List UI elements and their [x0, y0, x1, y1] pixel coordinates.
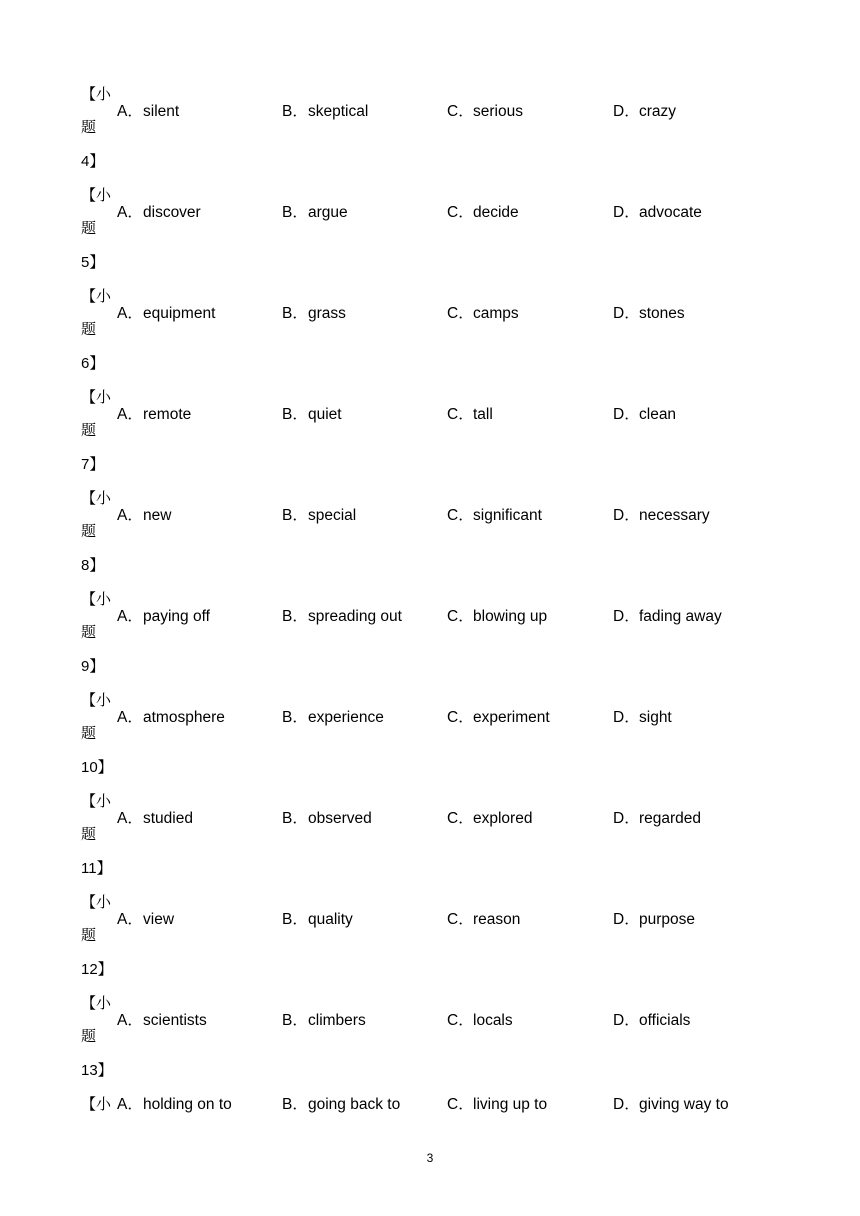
- question-item: [81, 791, 781, 892]
- question-label-ti: 题: [81, 220, 97, 237]
- option-c: [447, 608, 547, 626]
- option-text: sight: [639, 709, 672, 726]
- option-b: B．going back to: [282, 1096, 401, 1113]
- option-key: B．: [282, 1012, 308, 1029]
- question-label-ti: 题: [81, 826, 97, 843]
- option-text: special: [308, 507, 357, 524]
- question-item: [81, 589, 781, 690]
- question-item: [81, 488, 781, 589]
- question-item-last: [81, 1096, 781, 1116]
- option-text: explored: [473, 810, 533, 827]
- option-text: studied: [143, 810, 193, 827]
- option-key: B．: [282, 709, 308, 726]
- option-b: [282, 709, 384, 727]
- option-key: A．: [117, 810, 143, 827]
- option-text: blowing up: [473, 608, 548, 625]
- option-text: scientists: [143, 1012, 207, 1029]
- option-key: D．: [613, 406, 640, 423]
- option-text: tall: [473, 406, 493, 423]
- option-d: [613, 507, 710, 525]
- option-key: D．: [613, 810, 640, 827]
- option-text: crazy: [639, 103, 677, 120]
- question-number: 6】: [81, 355, 105, 372]
- option-c: [447, 204, 519, 222]
- option-key: D．: [613, 507, 640, 524]
- option-c: [447, 1012, 513, 1030]
- option-text: decide: [473, 204, 519, 221]
- option-text: necessary: [639, 507, 710, 524]
- question-item: [81, 286, 781, 387]
- option-a: [117, 1012, 207, 1030]
- question-label-open: 【小: [81, 894, 112, 911]
- option-text: remote: [143, 406, 192, 423]
- question-number: 5】: [81, 254, 105, 271]
- option-text: argue: [308, 204, 348, 221]
- option-b: [282, 911, 353, 929]
- question-label-ti: 题: [81, 119, 97, 136]
- option-key: A．: [117, 204, 143, 221]
- option-d: [613, 1012, 690, 1030]
- option-key: C．: [447, 507, 474, 524]
- option-c: [447, 507, 542, 525]
- question-label: 【小: [81, 1096, 112, 1113]
- option-d: [613, 204, 702, 222]
- option-key: D．: [613, 103, 640, 120]
- option-text: experience: [308, 709, 384, 726]
- option-c: [447, 103, 523, 121]
- option-key: B．: [282, 507, 308, 524]
- option-a: [117, 204, 201, 222]
- option-text: spreading out: [308, 608, 402, 625]
- option-text: atmosphere: [143, 709, 225, 726]
- option-key: B．: [282, 608, 308, 625]
- option-key: C．: [447, 911, 474, 928]
- option-key: A．: [117, 406, 143, 423]
- option-key: A．: [117, 305, 143, 322]
- option-key: B．: [282, 810, 308, 827]
- option-text: skeptical: [308, 103, 369, 120]
- option-b: [282, 1012, 366, 1030]
- option-key: C．: [447, 103, 474, 120]
- option-key: D．: [613, 608, 640, 625]
- question-label-ti: 题: [81, 321, 97, 338]
- option-key: D．: [613, 709, 640, 726]
- option-text: fading away: [639, 608, 722, 625]
- option-text: locals: [473, 1012, 513, 1029]
- question-label-open: 【小: [81, 692, 112, 709]
- option-d: [613, 810, 701, 828]
- option-d: [613, 103, 676, 121]
- option-key: C．: [447, 810, 474, 827]
- option-b: [282, 608, 402, 626]
- question-number: 11】: [81, 860, 112, 877]
- question-label-open: 【小: [81, 187, 112, 204]
- option-key: B．: [282, 911, 308, 928]
- option-a: [117, 305, 215, 323]
- question-label-open: 【小: [81, 490, 112, 507]
- option-b: [282, 406, 342, 424]
- question-label-open: 【小: [81, 995, 112, 1012]
- option-text: new: [143, 507, 172, 524]
- option-text: view: [143, 911, 175, 928]
- question-label-ti: 题: [81, 624, 97, 641]
- option-c: [447, 406, 493, 424]
- option-text: camps: [473, 305, 519, 322]
- option-b: [282, 810, 372, 828]
- option-b: [282, 305, 346, 323]
- option-text: quality: [308, 911, 353, 928]
- option-text: serious: [473, 103, 523, 120]
- option-key: B．: [282, 406, 308, 423]
- option-key: C．: [447, 204, 474, 221]
- option-key: C．: [447, 709, 474, 726]
- question-label-open: 【小: [81, 86, 112, 103]
- option-a: [117, 406, 191, 424]
- option-text: paying off: [143, 608, 210, 625]
- question-label-ti: 题: [81, 422, 97, 439]
- option-text: officials: [639, 1012, 691, 1029]
- question-number: 4】: [81, 153, 105, 170]
- option-c: [447, 911, 520, 929]
- option-key: A．: [117, 608, 143, 625]
- option-text: purpose: [639, 911, 696, 928]
- question-number: 7】: [81, 456, 105, 473]
- question-item: [81, 892, 781, 993]
- option-a: [117, 709, 225, 727]
- question-label-open: 【小: [81, 793, 112, 810]
- question-item: [81, 84, 781, 185]
- option-key: A．: [117, 911, 143, 928]
- question-number: 10】: [81, 759, 113, 776]
- option-c: [447, 709, 550, 727]
- option-key: A．: [117, 1012, 143, 1029]
- option-key: A．: [117, 507, 143, 524]
- page-number: 3: [426, 1151, 434, 1165]
- question-item: [81, 993, 781, 1094]
- question-label-ti: 题: [81, 1028, 97, 1045]
- question-label-ti: 题: [81, 523, 97, 540]
- question-number: 12】: [81, 961, 113, 978]
- option-d: [613, 709, 672, 727]
- option-text: significant: [473, 507, 542, 524]
- question-label-ti: 题: [81, 927, 97, 944]
- option-text: climbers: [308, 1012, 366, 1029]
- option-a: [117, 810, 193, 828]
- question-number: 9】: [81, 658, 105, 675]
- option-key: D．: [613, 1012, 640, 1029]
- question-number: 13】: [81, 1062, 113, 1079]
- option-c: C．living up to: [447, 1096, 548, 1113]
- option-text: stones: [639, 305, 685, 322]
- option-d: [613, 305, 685, 323]
- option-key: C．: [447, 608, 474, 625]
- option-b: [282, 204, 348, 222]
- option-text: equipment: [143, 305, 216, 322]
- option-text: experiment: [473, 709, 550, 726]
- option-b: [282, 507, 356, 525]
- option-text: silent: [143, 103, 180, 120]
- option-text: discover: [143, 204, 201, 221]
- option-text: observed: [308, 810, 372, 827]
- option-a: [117, 507, 171, 525]
- option-key: A．: [117, 103, 143, 120]
- option-text: regarded: [639, 810, 702, 827]
- question-item: [81, 690, 781, 791]
- option-text: advocate: [639, 204, 702, 221]
- option-d: [613, 406, 676, 424]
- option-a: [117, 103, 179, 121]
- question-number: 8】: [81, 557, 105, 574]
- option-a: [117, 911, 174, 929]
- option-key: B．: [282, 204, 308, 221]
- option-a: A．holding on to: [117, 1096, 232, 1113]
- option-c: [447, 810, 532, 828]
- question-label-ti: 题: [81, 725, 97, 742]
- option-key: D．: [613, 305, 640, 322]
- option-c: [447, 305, 519, 323]
- question-item: [81, 387, 781, 488]
- option-b: [282, 103, 368, 121]
- option-key: C．: [447, 406, 474, 423]
- option-key: D．: [613, 911, 640, 928]
- option-key: C．: [447, 305, 474, 322]
- option-d: [613, 911, 695, 929]
- question-label-open: 【小: [81, 389, 112, 406]
- option-key: B．: [282, 305, 308, 322]
- question-label-open: 【小: [81, 591, 112, 608]
- question-label-open: 【小: [81, 288, 112, 305]
- option-text: grass: [308, 305, 346, 322]
- option-text: clean: [639, 406, 677, 423]
- option-text: reason: [473, 911, 521, 928]
- option-a: [117, 608, 210, 626]
- option-key: B．: [282, 103, 308, 120]
- option-d: D．giving way to: [613, 1096, 729, 1113]
- option-key: A．: [117, 709, 143, 726]
- option-d: [613, 608, 722, 626]
- question-item: [81, 185, 781, 286]
- option-key: D．: [613, 204, 640, 221]
- option-text: quiet: [308, 406, 342, 423]
- option-key: C．: [447, 1012, 474, 1029]
